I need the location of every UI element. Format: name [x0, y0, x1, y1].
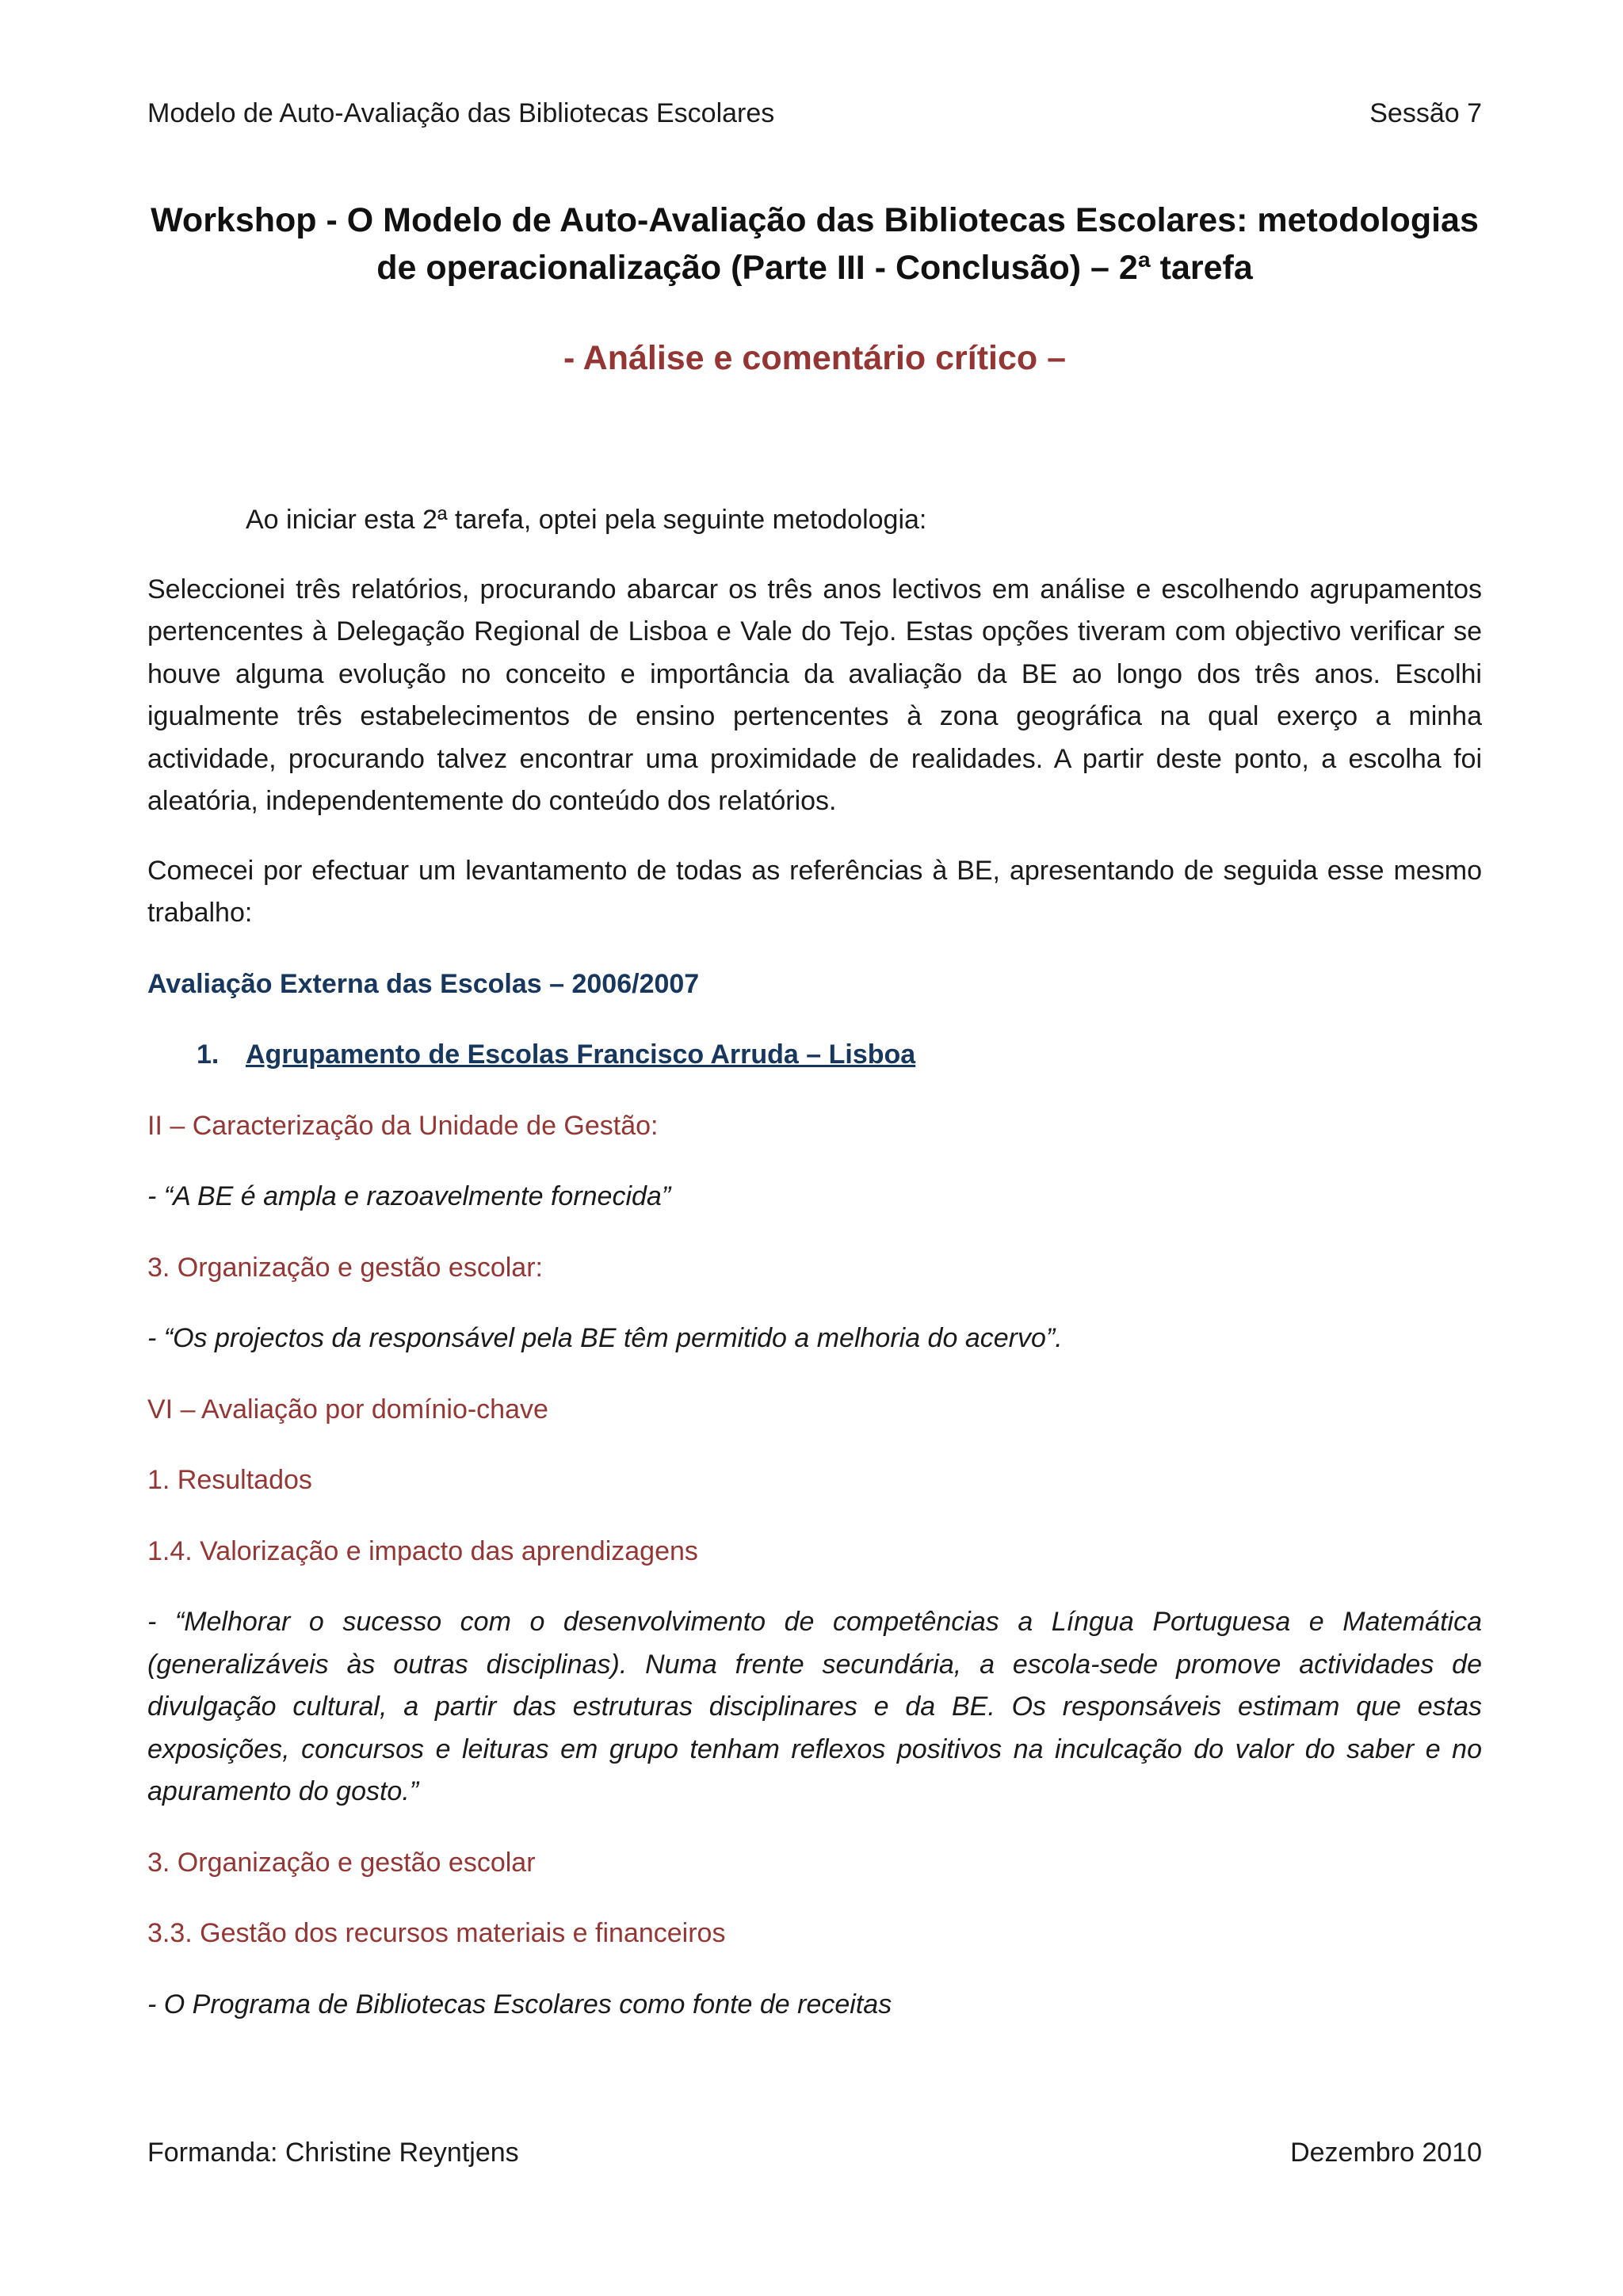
entry-quote: - “Melhorar o sucesso com o desenvolvimento de competências a Língua Portuguesa e Matemática (generalizáveis às outras disciplinas). Numa frente secundária, a escola-sede promove actividades de divulgação cultural, a partir das estruturas disciplinares e da BE. Os responsáveis estimam que estas exposições, concursos e leituras em grupo tenham reflexos positivos na inculcação do valor do saber e no apuramento do gosto.” — [147, 1607, 1482, 1806]
entry-quote: - O Programa de Bibliotecas Escolares como fonte de receitas — [147, 1989, 892, 2019]
document-subtitle: - Análise e comentário crítico – — [563, 339, 1067, 377]
entry-heading: II – Caracterização da Unidade de Gestão: — [147, 1110, 659, 1141]
entry-heading: 3.3. Gestão dos recursos materiais e financeiros — [147, 1918, 726, 1948]
intro-paragraph: Ao iniciar esta 2ª tarefa, optei pela seguinte metodologia: — [246, 505, 927, 535]
entry-heading: 1.4. Valorização e impacto das aprendizagens — [147, 1535, 698, 1566]
entry-quote: - “A BE é ampla e razoavelmente fornecida” — [147, 1181, 671, 1211]
document-body — [147, 499, 1482, 2026]
header-left: Modelo de Auto-Avaliação das Bibliotecas Escolares — [147, 98, 775, 128]
entry-heading: 1. Resultados — [147, 1465, 312, 1495]
title-line-1: Workshop - O Modelo de Auto-Avaliação das Bibliotecas Escolares: metodologias — [151, 201, 1479, 239]
entry-quote: - “Os projectos da responsável pela BE têm permitido a melhoria do acervo”. — [147, 1323, 1063, 1353]
title-line-2: de operacionalização (Parte III - Conclusão) – 2ª tarefa — [376, 249, 1253, 287]
entry-heading: 3. Organização e gestão escolar — [147, 1847, 536, 1878]
footer-right: Dezembro 2010 — [1290, 2138, 1482, 2168]
header-right: Sessão 7 — [1369, 98, 1482, 128]
page-footer — [147, 2138, 1482, 2168]
entry-heading: 3. Organização e gestão escolar: — [147, 1252, 543, 1283]
entry-heading: VI – Avaliação por domínio-chave — [147, 1394, 548, 1425]
section-heading: Avaliação Externa das Escolas – 2006/2007 — [147, 968, 700, 999]
survey-paragraph: Comecei por efectuar um levantamento de todas as referências à BE, apresentando de seguida esse mesmo trabalho: — [147, 855, 1482, 928]
page-header — [147, 98, 1482, 129]
footer-left: Formanda: Christine Reyntjens — [147, 2138, 519, 2168]
item-title: Agrupamento de Escolas Francisco Arruda – Lisboa — [246, 1039, 916, 1070]
document-title — [147, 196, 1482, 292]
item-number: 1. — [197, 1039, 220, 1070]
numbered-item — [147, 1034, 1482, 1077]
methodology-paragraph: Seleccionei três relatórios, procurando abarcar os três anos lectivos em análise e escolhendo agrupamentos pertencentes à Delegação Regional de Lisboa e Vale do Tejo. Estas opções tiveram com objectivo verificar se houve alguma evolução no conceito e importância da avaliação da BE ao longo dos três anos. Escolhi igualmente três estabelecimentos de ensino pertencentes à zona geográfica na qual exerço a minha actividade, procurando talvez encontrar uma proximidade de realidades. A partir deste ponto, a escolha foi aleatória, independentemente do conteúdo dos relatórios. — [147, 574, 1482, 816]
